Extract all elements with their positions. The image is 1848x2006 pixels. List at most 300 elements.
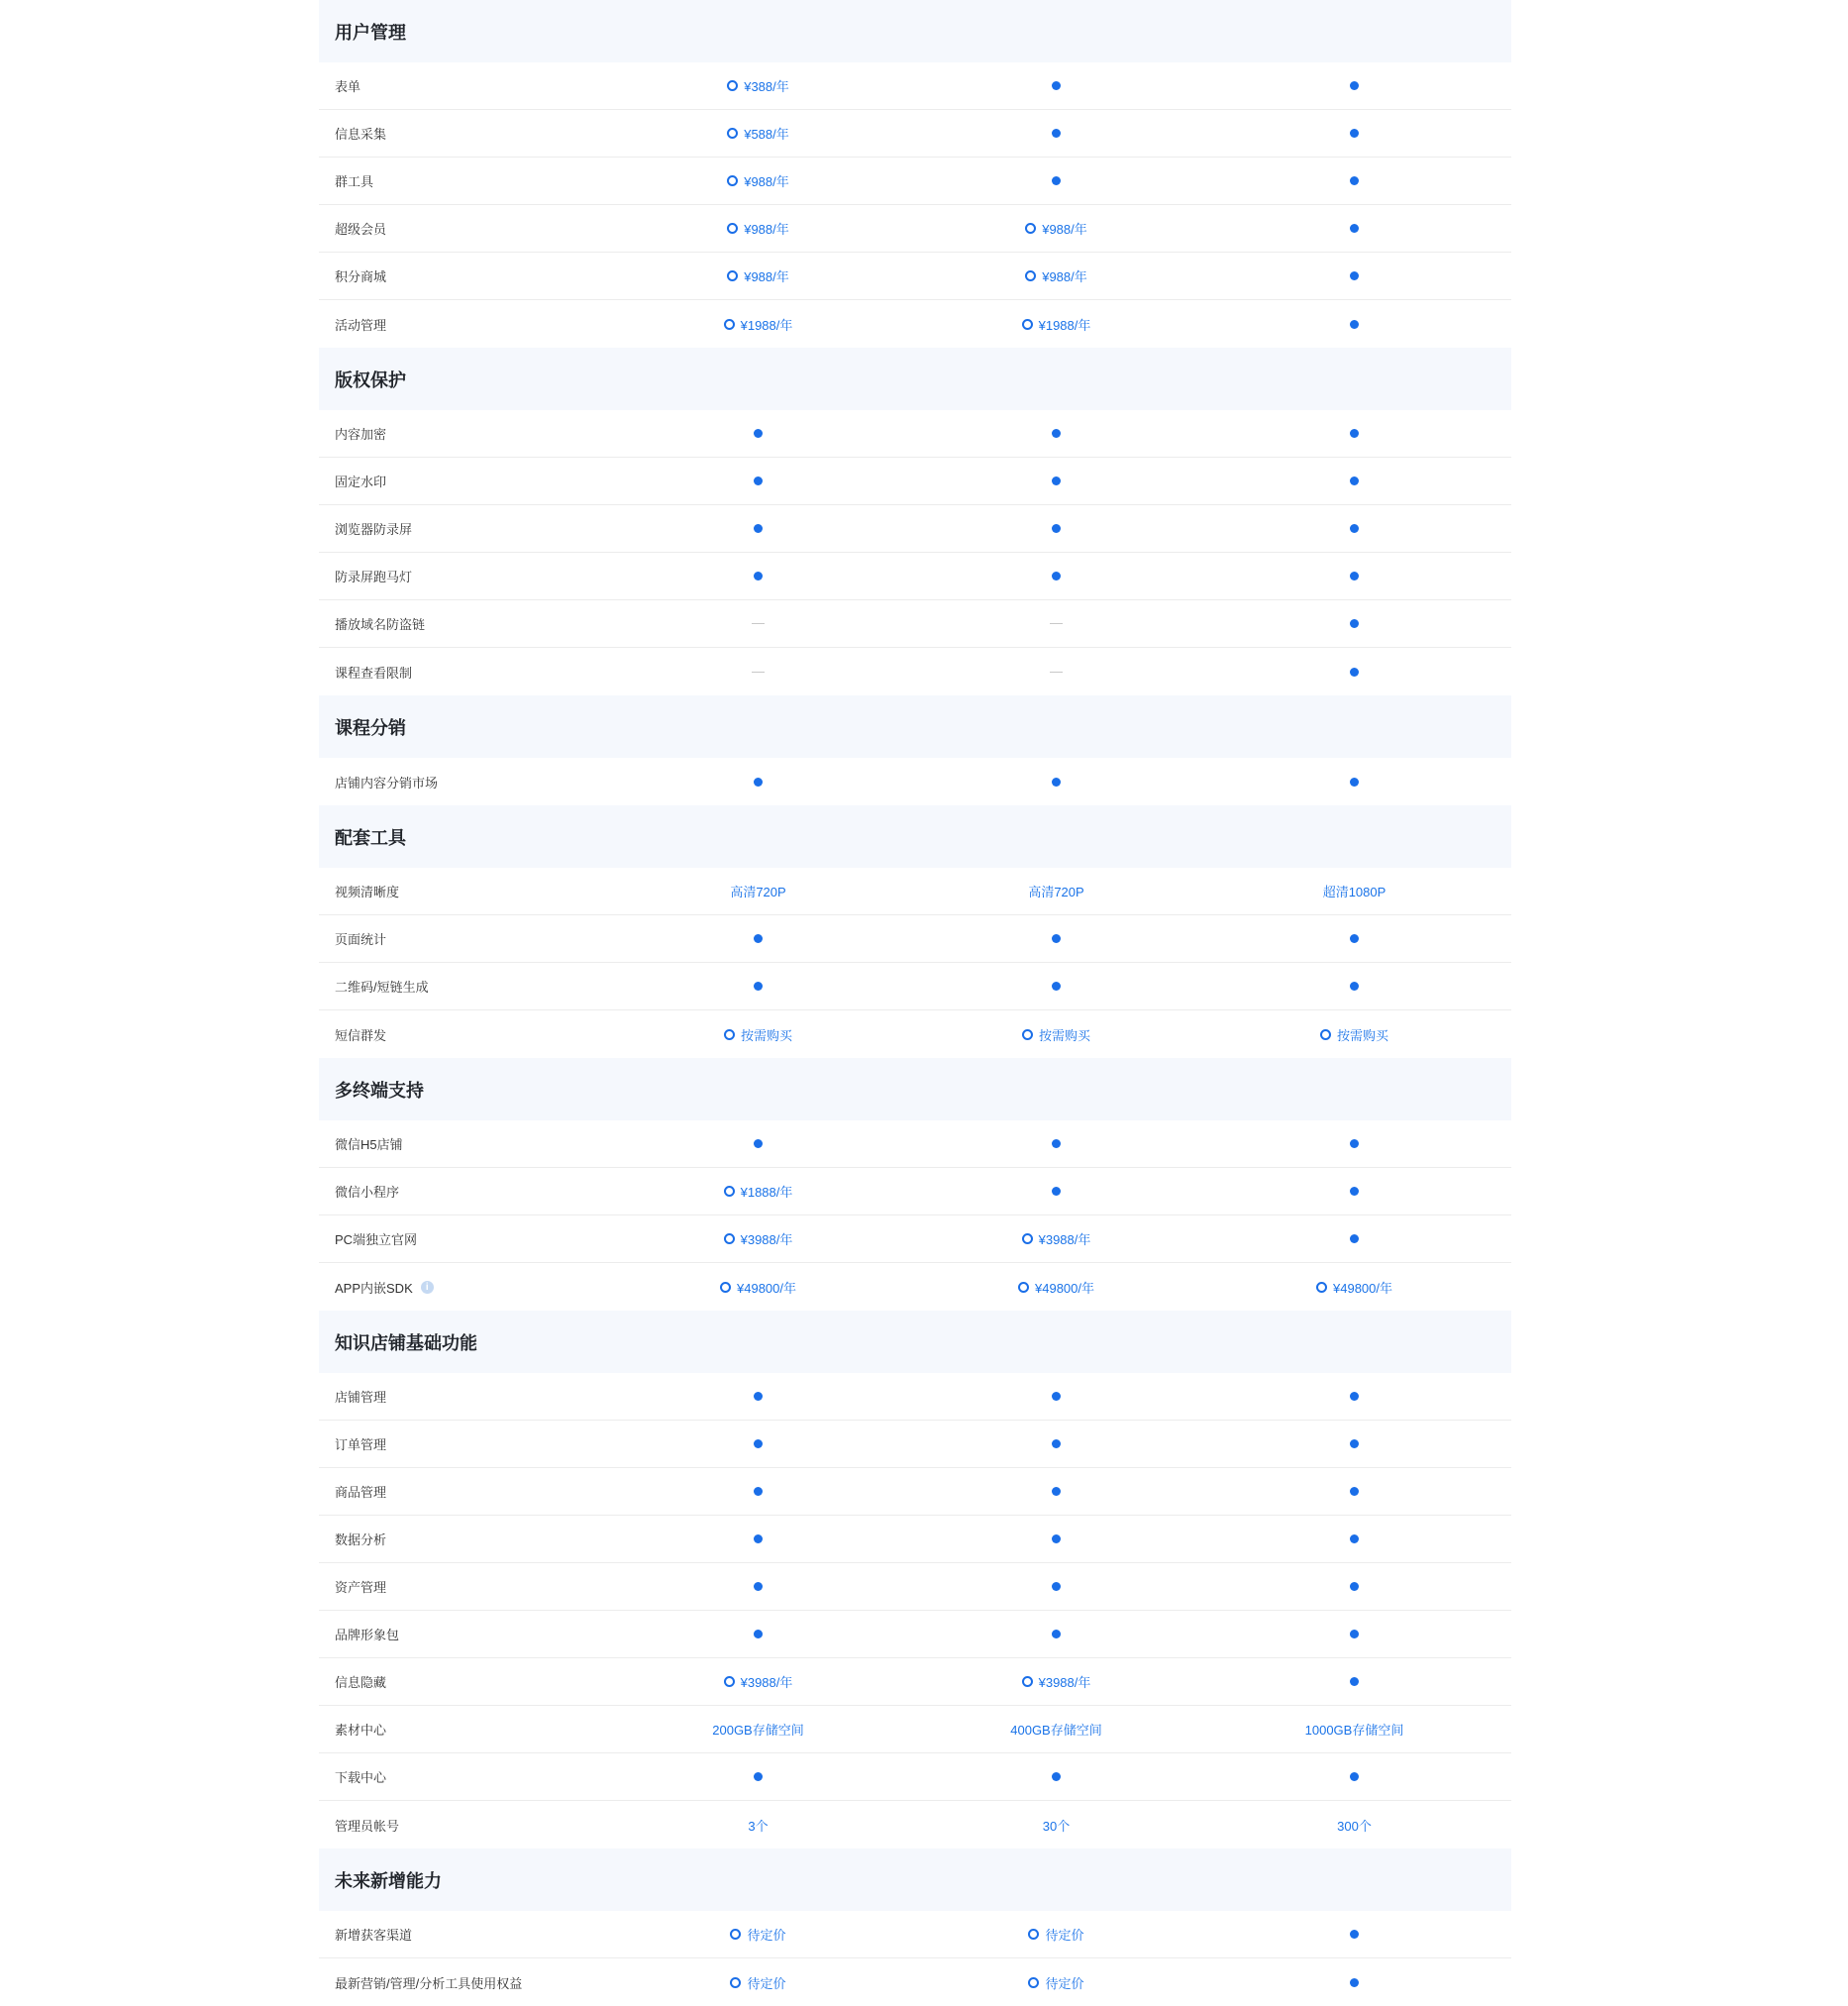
table-row (319, 1263, 1511, 1311)
addon-price: ¥3988/年 (740, 1675, 793, 1690)
plan-cell (1205, 882, 1503, 900)
table-row (319, 300, 1511, 348)
feature-name (319, 1482, 609, 1501)
plan-cell (907, 1672, 1205, 1691)
plan-cell (1205, 668, 1503, 677)
table-row (319, 1120, 1511, 1168)
included-dot-icon (1350, 429, 1359, 438)
addon-ring-icon (1025, 223, 1036, 234)
feature-label: 视频清晰度 (335, 885, 400, 899)
table-row (319, 1658, 1511, 1706)
plan-cell (907, 429, 1205, 438)
plan-cell (609, 1630, 907, 1638)
feature-label: 店铺内容分销市场 (335, 775, 439, 791)
plan-cell (609, 219, 907, 238)
included-dot-icon (754, 429, 763, 438)
plan-cell (1205, 619, 1503, 628)
feature-name (319, 124, 609, 143)
plan-cell (609, 1582, 907, 1591)
feature-label: 微信H5店铺 (335, 1137, 403, 1152)
feature-label: 新增获客渠道 (335, 1928, 413, 1943)
plan-cell (1205, 1025, 1503, 1044)
plan-cell (609, 171, 907, 190)
addon-ring-icon (724, 1676, 735, 1687)
table-row (319, 868, 1511, 915)
plan-cell (907, 1534, 1205, 1543)
feature-name (319, 1925, 609, 1944)
plan-cell (907, 572, 1205, 581)
plan-cell (609, 124, 907, 143)
feature-label: 页面统计 (335, 932, 387, 947)
included-dot-icon (1350, 1487, 1359, 1496)
plan-cell (1205, 1772, 1503, 1781)
plan-cell (907, 778, 1205, 787)
included-dot-icon (1052, 81, 1061, 90)
plan-cell (907, 1392, 1205, 1401)
addon-price: ¥988/年 (744, 222, 789, 237)
feature-label: 微信小程序 (335, 1185, 400, 1200)
included-dot-icon (1052, 129, 1061, 138)
section-title: 未来新增能力 (319, 1848, 1511, 1911)
included-dot-icon (1350, 982, 1359, 991)
plan-cell (1205, 982, 1503, 991)
not-available-dash-icon (1050, 672, 1063, 673)
addon-price: 待定价 (747, 1928, 786, 1943)
feature-label: 店铺管理 (335, 1390, 387, 1405)
included-dot-icon (1350, 668, 1359, 677)
feature-label: 信息隐藏 (335, 1675, 387, 1690)
plan-cell (907, 219, 1205, 238)
plan-cell (907, 81, 1205, 90)
table-row (319, 62, 1511, 110)
included-dot-icon (1350, 81, 1359, 90)
included-dot-icon (1350, 320, 1359, 329)
plan-value: 200GB存储空间 (712, 1723, 804, 1738)
included-dot-icon (1052, 476, 1061, 485)
feature-name (319, 171, 609, 190)
plan-cell (609, 778, 907, 787)
plan-cell (609, 76, 907, 95)
table-row (319, 1958, 1511, 2006)
table-row (319, 205, 1511, 253)
plan-cell (609, 1772, 907, 1781)
addon-ring-icon (1018, 1282, 1029, 1293)
plan-cell (609, 524, 907, 533)
addon-ring-icon (730, 1929, 741, 1940)
table-row (319, 158, 1511, 205)
section (319, 805, 1511, 1058)
table-row (319, 758, 1511, 805)
feature-label: 浏览器防录屏 (335, 522, 413, 537)
section-title: 用户管理 (319, 0, 1511, 62)
section (319, 1058, 1511, 1311)
plan-cell (907, 1816, 1205, 1835)
included-dot-icon (1052, 524, 1061, 533)
addon-ring-icon (727, 223, 738, 234)
plan-cell (1205, 476, 1503, 485)
plan-cell (1205, 1677, 1503, 1686)
included-dot-icon (1350, 1187, 1359, 1196)
addon-price: ¥1988/年 (1038, 317, 1091, 333)
section (319, 0, 1511, 348)
feature-name (319, 1767, 609, 1786)
included-dot-icon (1350, 271, 1359, 280)
included-dot-icon (754, 1487, 763, 1496)
plan-cell (1205, 429, 1503, 438)
plan-cell (609, 1182, 907, 1201)
addon-ring-icon (724, 1186, 735, 1197)
table-row (319, 1468, 1511, 1516)
addon-price: 按需购买 (740, 1027, 792, 1043)
included-dot-icon (1350, 524, 1359, 533)
included-dot-icon (1052, 572, 1061, 581)
feature-name (319, 1182, 609, 1201)
plan-cell (907, 934, 1205, 943)
included-dot-icon (1350, 1677, 1359, 1686)
addon-ring-icon (724, 1029, 735, 1040)
included-dot-icon (1350, 1392, 1359, 1401)
section-title: 多终端支持 (319, 1058, 1511, 1120)
feature-label: 数据分析 (335, 1532, 387, 1547)
plan-cell (609, 934, 907, 943)
feature-name (319, 1434, 609, 1453)
feature-label: 资产管理 (335, 1580, 387, 1595)
not-available-dash-icon (1050, 623, 1063, 624)
plan-cell (1205, 271, 1503, 280)
table-row (319, 915, 1511, 963)
section-title: 配套工具 (319, 805, 1511, 868)
plan-cell (1205, 1978, 1503, 1987)
feature-label: APP内嵌SDK (335, 1280, 413, 1296)
addon-price: 待定价 (1045, 1975, 1084, 1991)
included-dot-icon (1350, 1234, 1359, 1243)
plan-cell (1205, 1392, 1503, 1401)
plan-cell (907, 176, 1205, 185)
plan-cell (907, 1139, 1205, 1148)
table-row (319, 253, 1511, 300)
included-dot-icon (1350, 934, 1359, 943)
plan-cell (907, 1973, 1205, 1992)
table-row (319, 458, 1511, 505)
plan-value: 30个 (1042, 1818, 1071, 1834)
addon-price: ¥1988/年 (740, 317, 793, 333)
plan-cell (907, 1772, 1205, 1781)
feature-comparison-table (319, 0, 1511, 2006)
addon-price: ¥988/年 (744, 174, 789, 189)
feature-label: 播放域名防盗链 (335, 617, 426, 632)
feature-label: 课程查看限制 (335, 665, 413, 681)
plan-cell (907, 1720, 1205, 1739)
plan-cell (609, 1816, 907, 1835)
table-row (319, 1010, 1511, 1058)
included-dot-icon (1350, 1630, 1359, 1638)
plan-cell (609, 1534, 907, 1543)
included-dot-icon (1052, 934, 1061, 943)
feature-name (319, 567, 609, 585)
addon-price: ¥1888/年 (740, 1185, 793, 1200)
feature-name (319, 1720, 609, 1739)
table-row (319, 553, 1511, 600)
feature-name (319, 1672, 609, 1691)
plan-cell (1205, 778, 1503, 787)
addon-price: ¥3988/年 (740, 1232, 793, 1247)
table-row (319, 1706, 1511, 1753)
plan-value: 超清1080P (1322, 885, 1386, 899)
feature-label: 商品管理 (335, 1485, 387, 1500)
plan-cell (609, 1229, 907, 1248)
addon-ring-icon (1022, 1233, 1033, 1244)
table-row (319, 1911, 1511, 1958)
addon-price: ¥49800/年 (1333, 1280, 1392, 1296)
included-dot-icon (1350, 1772, 1359, 1781)
addon-ring-icon (1316, 1282, 1327, 1293)
feature-name (319, 424, 609, 443)
table-row (319, 1421, 1511, 1468)
included-dot-icon (1052, 1187, 1061, 1196)
addon-ring-icon (724, 1233, 735, 1244)
feature-name (319, 1025, 609, 1044)
included-dot-icon (1052, 429, 1061, 438)
addon-price: ¥49800/年 (1035, 1280, 1094, 1296)
addon-ring-icon (730, 1977, 741, 1988)
feature-name (319, 1278, 609, 1297)
feature-label: 活动管理 (335, 317, 387, 333)
plan-cell (1205, 1582, 1503, 1591)
table-row (319, 1563, 1511, 1611)
plan-cell (1205, 81, 1503, 90)
addon-price: ¥3988/年 (1038, 1232, 1091, 1247)
feature-name (319, 1387, 609, 1406)
section-title: 课程分销 (319, 695, 1511, 758)
plan-cell (609, 623, 907, 624)
plan-cell (1205, 524, 1503, 533)
included-dot-icon (1052, 778, 1061, 787)
included-dot-icon (1350, 1930, 1359, 1939)
included-dot-icon (754, 476, 763, 485)
included-dot-icon (754, 1534, 763, 1543)
table-row (319, 410, 1511, 458)
feature-name (319, 1577, 609, 1596)
table-row (319, 600, 1511, 648)
feature-label: 二维码/短链生成 (335, 980, 429, 995)
feature-name (319, 1625, 609, 1643)
addon-ring-icon (724, 319, 735, 330)
included-dot-icon (1350, 224, 1359, 233)
plan-cell (609, 315, 907, 334)
included-dot-icon (1052, 1582, 1061, 1591)
plan-cell (609, 1278, 907, 1297)
included-dot-icon (1350, 476, 1359, 485)
plan-cell (609, 572, 907, 581)
feature-name (319, 219, 609, 238)
plan-cell (907, 129, 1205, 138)
feature-name (319, 472, 609, 490)
included-dot-icon (1052, 1139, 1061, 1148)
plan-cell (609, 672, 907, 673)
feature-label: 表单 (335, 79, 361, 94)
plan-cell (1205, 176, 1503, 185)
plan-cell (907, 1630, 1205, 1638)
plan-cell (609, 266, 907, 285)
section (319, 1311, 1511, 1848)
plan-cell (907, 882, 1205, 900)
included-dot-icon (754, 524, 763, 533)
feature-label: PC端独立官网 (335, 1232, 418, 1247)
addon-price: ¥988/年 (744, 269, 789, 284)
feature-name (319, 1530, 609, 1548)
table-row (319, 1168, 1511, 1215)
included-dot-icon (754, 1392, 763, 1401)
addon-ring-icon (1022, 1676, 1033, 1687)
included-dot-icon (1350, 619, 1359, 628)
feature-label: 群工具 (335, 174, 374, 189)
addon-price: ¥988/年 (1042, 269, 1087, 284)
included-dot-icon (1052, 982, 1061, 991)
feature-label: 品牌形象包 (335, 1628, 400, 1642)
feature-name (319, 1229, 609, 1248)
table-row (319, 1753, 1511, 1801)
addon-ring-icon (1028, 1977, 1039, 1988)
feature-name (319, 266, 609, 285)
feature-label: 信息采集 (335, 127, 387, 142)
addon-price: 待定价 (747, 1975, 786, 1991)
feature-name (319, 519, 609, 538)
included-dot-icon (1350, 572, 1359, 581)
included-dot-icon (754, 1139, 763, 1148)
feature-name (319, 773, 609, 792)
plan-cell (1205, 1439, 1503, 1448)
feature-name (319, 76, 609, 95)
feature-name (319, 977, 609, 996)
plan-cell (609, 882, 907, 900)
included-dot-icon (1052, 1487, 1061, 1496)
included-dot-icon (1052, 1630, 1061, 1638)
addon-price: ¥49800/年 (737, 1280, 796, 1296)
plan-cell (609, 1487, 907, 1496)
plan-cell (907, 1487, 1205, 1496)
included-dot-icon (754, 1582, 763, 1591)
plan-cell (1205, 1930, 1503, 1939)
included-dot-icon (1350, 129, 1359, 138)
plan-cell (907, 1187, 1205, 1196)
addon-price: ¥388/年 (744, 79, 789, 94)
feature-label: 防录屏跑马灯 (335, 570, 413, 584)
included-dot-icon (1350, 176, 1359, 185)
plan-value: 高清720P (1028, 885, 1084, 899)
plan-cell (609, 429, 907, 438)
table-row (319, 648, 1511, 695)
plan-cell (609, 1973, 907, 1992)
plan-cell (1205, 1278, 1503, 1297)
plan-cell (1205, 934, 1503, 943)
table-row (319, 1215, 1511, 1263)
section (319, 1848, 1511, 2006)
feature-name (319, 1973, 609, 1992)
addon-ring-icon (1022, 1029, 1033, 1040)
plan-cell (609, 1925, 907, 1944)
included-dot-icon (1052, 1772, 1061, 1781)
plan-cell (907, 1925, 1205, 1944)
included-dot-icon (1052, 1534, 1061, 1543)
plan-cell (1205, 1234, 1503, 1243)
addon-ring-icon (720, 1282, 731, 1293)
feature-label: 短信群发 (335, 1027, 387, 1043)
included-dot-icon (754, 572, 763, 581)
addon-price: ¥988/年 (1042, 222, 1087, 237)
feature-label: 订单管理 (335, 1437, 387, 1452)
not-available-dash-icon (752, 623, 765, 624)
included-dot-icon (1350, 1439, 1359, 1448)
plan-cell (907, 1229, 1205, 1248)
plan-cell (609, 982, 907, 991)
plan-cell (1205, 1487, 1503, 1496)
plan-cell (1205, 129, 1503, 138)
addon-ring-icon (727, 175, 738, 186)
section (319, 695, 1511, 805)
included-dot-icon (1350, 1534, 1359, 1543)
feature-label: 内容加密 (335, 427, 387, 442)
feature-name (319, 1134, 609, 1153)
addon-price: ¥3988/年 (1038, 1675, 1091, 1690)
plan-cell (907, 1278, 1205, 1297)
table-row (319, 1373, 1511, 1421)
plan-value: 高清720P (730, 885, 786, 899)
table-row (319, 1611, 1511, 1658)
feature-name (319, 882, 609, 900)
addon-ring-icon (1025, 270, 1036, 281)
plan-cell (1205, 1816, 1503, 1835)
section-title: 版权保护 (319, 348, 1511, 410)
table-row (319, 1801, 1511, 1848)
plan-cell (1205, 1187, 1503, 1196)
plan-cell (907, 1025, 1205, 1044)
info-icon[interactable]: i (421, 1281, 434, 1294)
plan-value: 400GB存储空间 (1010, 1723, 1102, 1738)
feature-name (319, 614, 609, 633)
plan-cell (609, 1439, 907, 1448)
addon-ring-icon (1320, 1029, 1331, 1040)
feature-name (319, 929, 609, 948)
plan-value: 3个 (748, 1818, 769, 1834)
plan-cell (1205, 1720, 1503, 1739)
addon-ring-icon (1022, 319, 1033, 330)
plan-cell (1205, 1534, 1503, 1543)
included-dot-icon (1052, 1439, 1061, 1448)
feature-label: 下载中心 (335, 1770, 387, 1785)
plan-cell (907, 315, 1205, 334)
included-dot-icon (754, 934, 763, 943)
included-dot-icon (754, 982, 763, 991)
plan-cell (907, 672, 1205, 673)
feature-label: 固定水印 (335, 475, 387, 489)
feature-label: 超级会员 (335, 222, 387, 237)
feature-label: 管理员帐号 (335, 1818, 400, 1834)
plan-cell (609, 1392, 907, 1401)
plan-cell (907, 982, 1205, 991)
plan-cell (1205, 572, 1503, 581)
table-row (319, 963, 1511, 1010)
addon-ring-icon (727, 270, 738, 281)
included-dot-icon (1350, 778, 1359, 787)
section (319, 348, 1511, 695)
plan-cell (609, 1139, 907, 1148)
addon-ring-icon (1028, 1929, 1039, 1940)
plan-cell (907, 1582, 1205, 1591)
table-row (319, 110, 1511, 158)
plan-cell (907, 1439, 1205, 1448)
included-dot-icon (1350, 1582, 1359, 1591)
plan-cell (609, 1720, 907, 1739)
